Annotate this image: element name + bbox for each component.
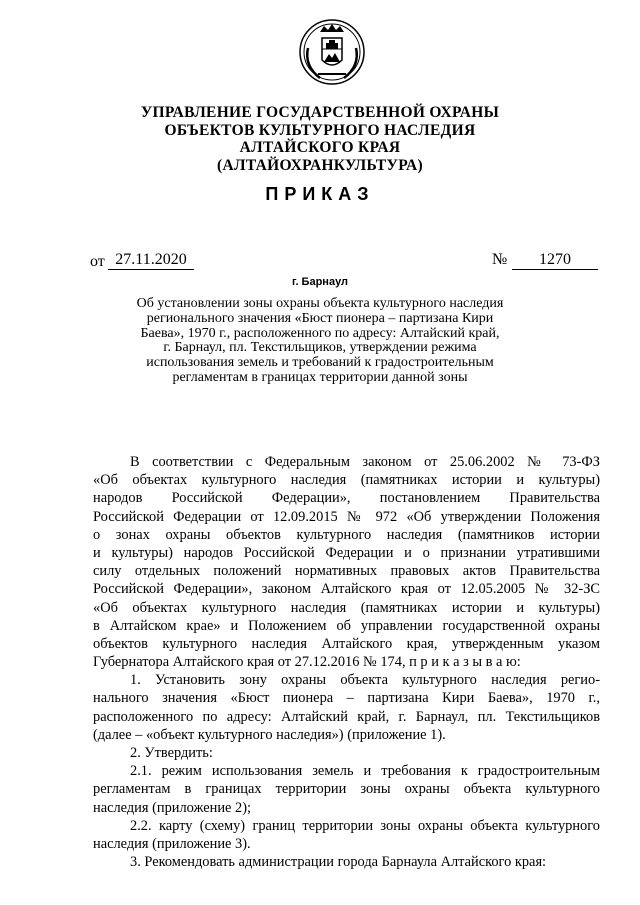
body-line: наследия (приложение 2); bbox=[93, 799, 252, 816]
order-number: 1270 bbox=[512, 251, 598, 270]
body-line: Российской Федерации», законом Алтайского края от 12.05.2005 № 32-ЗС bbox=[93, 581, 600, 598]
body-line: 1. Установить зону охраны объекта культурного наследия регио- bbox=[130, 672, 600, 689]
body-line: и культуры) народов Российской Федерации и о признании утратившими bbox=[93, 544, 600, 561]
body-line: регламентам в границах территории зоны охраны объекта культурного bbox=[93, 781, 600, 798]
agency-name-line: ОБЪЕКТОВ КУЛЬТУРНОГО НАСЛЕДИЯ bbox=[164, 121, 476, 139]
body-line: 3. Рекомендовать администрации города Барнаула Алтайского края: bbox=[130, 854, 547, 871]
body-line: (далее – «объект культурного наследия») (приложение 1). bbox=[93, 726, 446, 743]
body-line: «Об объектах культурного наследия (памятниках истории и культуры) bbox=[93, 599, 600, 616]
agency-name-line: УПРАВЛЕНИЕ ГОСУДАРСТВЕННОЙ ОХРАНЫ bbox=[140, 104, 500, 121]
agency-name bbox=[0, 104, 640, 174]
coat-of-arms-emblem bbox=[298, 18, 366, 86]
body-line: 2.2. карту (схему) границ территории зоны охраны объекта культурного bbox=[130, 817, 600, 834]
body-line: Российской Федерации от 12.09.2015 № 972 «Об утверждении Положения bbox=[93, 508, 600, 525]
body-line: «Об объектах культурного наследия (памятниках истории и культуры) bbox=[93, 472, 600, 489]
order-date: 27.11.2020 bbox=[108, 251, 194, 270]
body-line: расположенного по адресу: Алтайский край, г. Барнаул, пл. Текстильщиков bbox=[93, 708, 600, 725]
subject-line: регионального значения «Бюст пионера – партизана Кири bbox=[146, 310, 494, 326]
order-body bbox=[93, 453, 600, 871]
body-line: 2. Утвердить: bbox=[130, 745, 213, 761]
subject-line: использования земель и требований к градостроительным bbox=[146, 355, 494, 371]
body-line: о зонах охраны объектов культурного наследия (памятников истории bbox=[93, 526, 600, 543]
subject-line: г. Барнаул, пл. Текстильщиков, утверждении режима bbox=[163, 340, 477, 356]
body-line: нального значения «Бюст пионера – партизана Кири Баева», 1970 г., bbox=[93, 690, 600, 707]
body-line: Губернатора Алтайского края от 27.12.2016 № 174, п р и к а з ы в а ю: bbox=[93, 654, 521, 671]
body-line: В соответствии с Федеральным законом от 25.06.2002 № 73-ФЗ bbox=[130, 454, 600, 470]
subject-line: Баева», 1970 г., расположенного по адресу: Алтайский край, bbox=[140, 325, 500, 341]
subject-line: Об установлении зоны охраны объекта культурного наследия bbox=[136, 296, 504, 311]
body-line: 2.1. режим использования земель и требования к градостроительным bbox=[130, 763, 600, 780]
body-line: народов Российской Федерации», постановлением Правительства bbox=[93, 490, 600, 507]
agency-name-line: АЛТАЙСКОГО КРАЯ bbox=[239, 139, 401, 156]
body-line: наследия (приложение 3). bbox=[93, 835, 251, 852]
agency-short-name: (АЛТАЙОХРАНКУЛЬТУРА) bbox=[217, 156, 423, 174]
document-type-title: ПРИКАЗ bbox=[265, 184, 375, 204]
number-label: № bbox=[492, 251, 508, 268]
body-line: в Алтайском крае» и Положением об управлении государственной охраны bbox=[93, 617, 600, 634]
order-subject bbox=[0, 297, 640, 386]
body-line: объектов культурного наследия Алтайского края, утвержденным указом bbox=[93, 635, 600, 652]
subject-line: регламентам в границах территории данной зоны bbox=[172, 369, 468, 385]
issue-city: г. Барнаул bbox=[291, 276, 349, 288]
body-line: силу отдельных положений нормативных правовых актов Правительства bbox=[93, 563, 600, 580]
date-label: от bbox=[90, 253, 105, 270]
